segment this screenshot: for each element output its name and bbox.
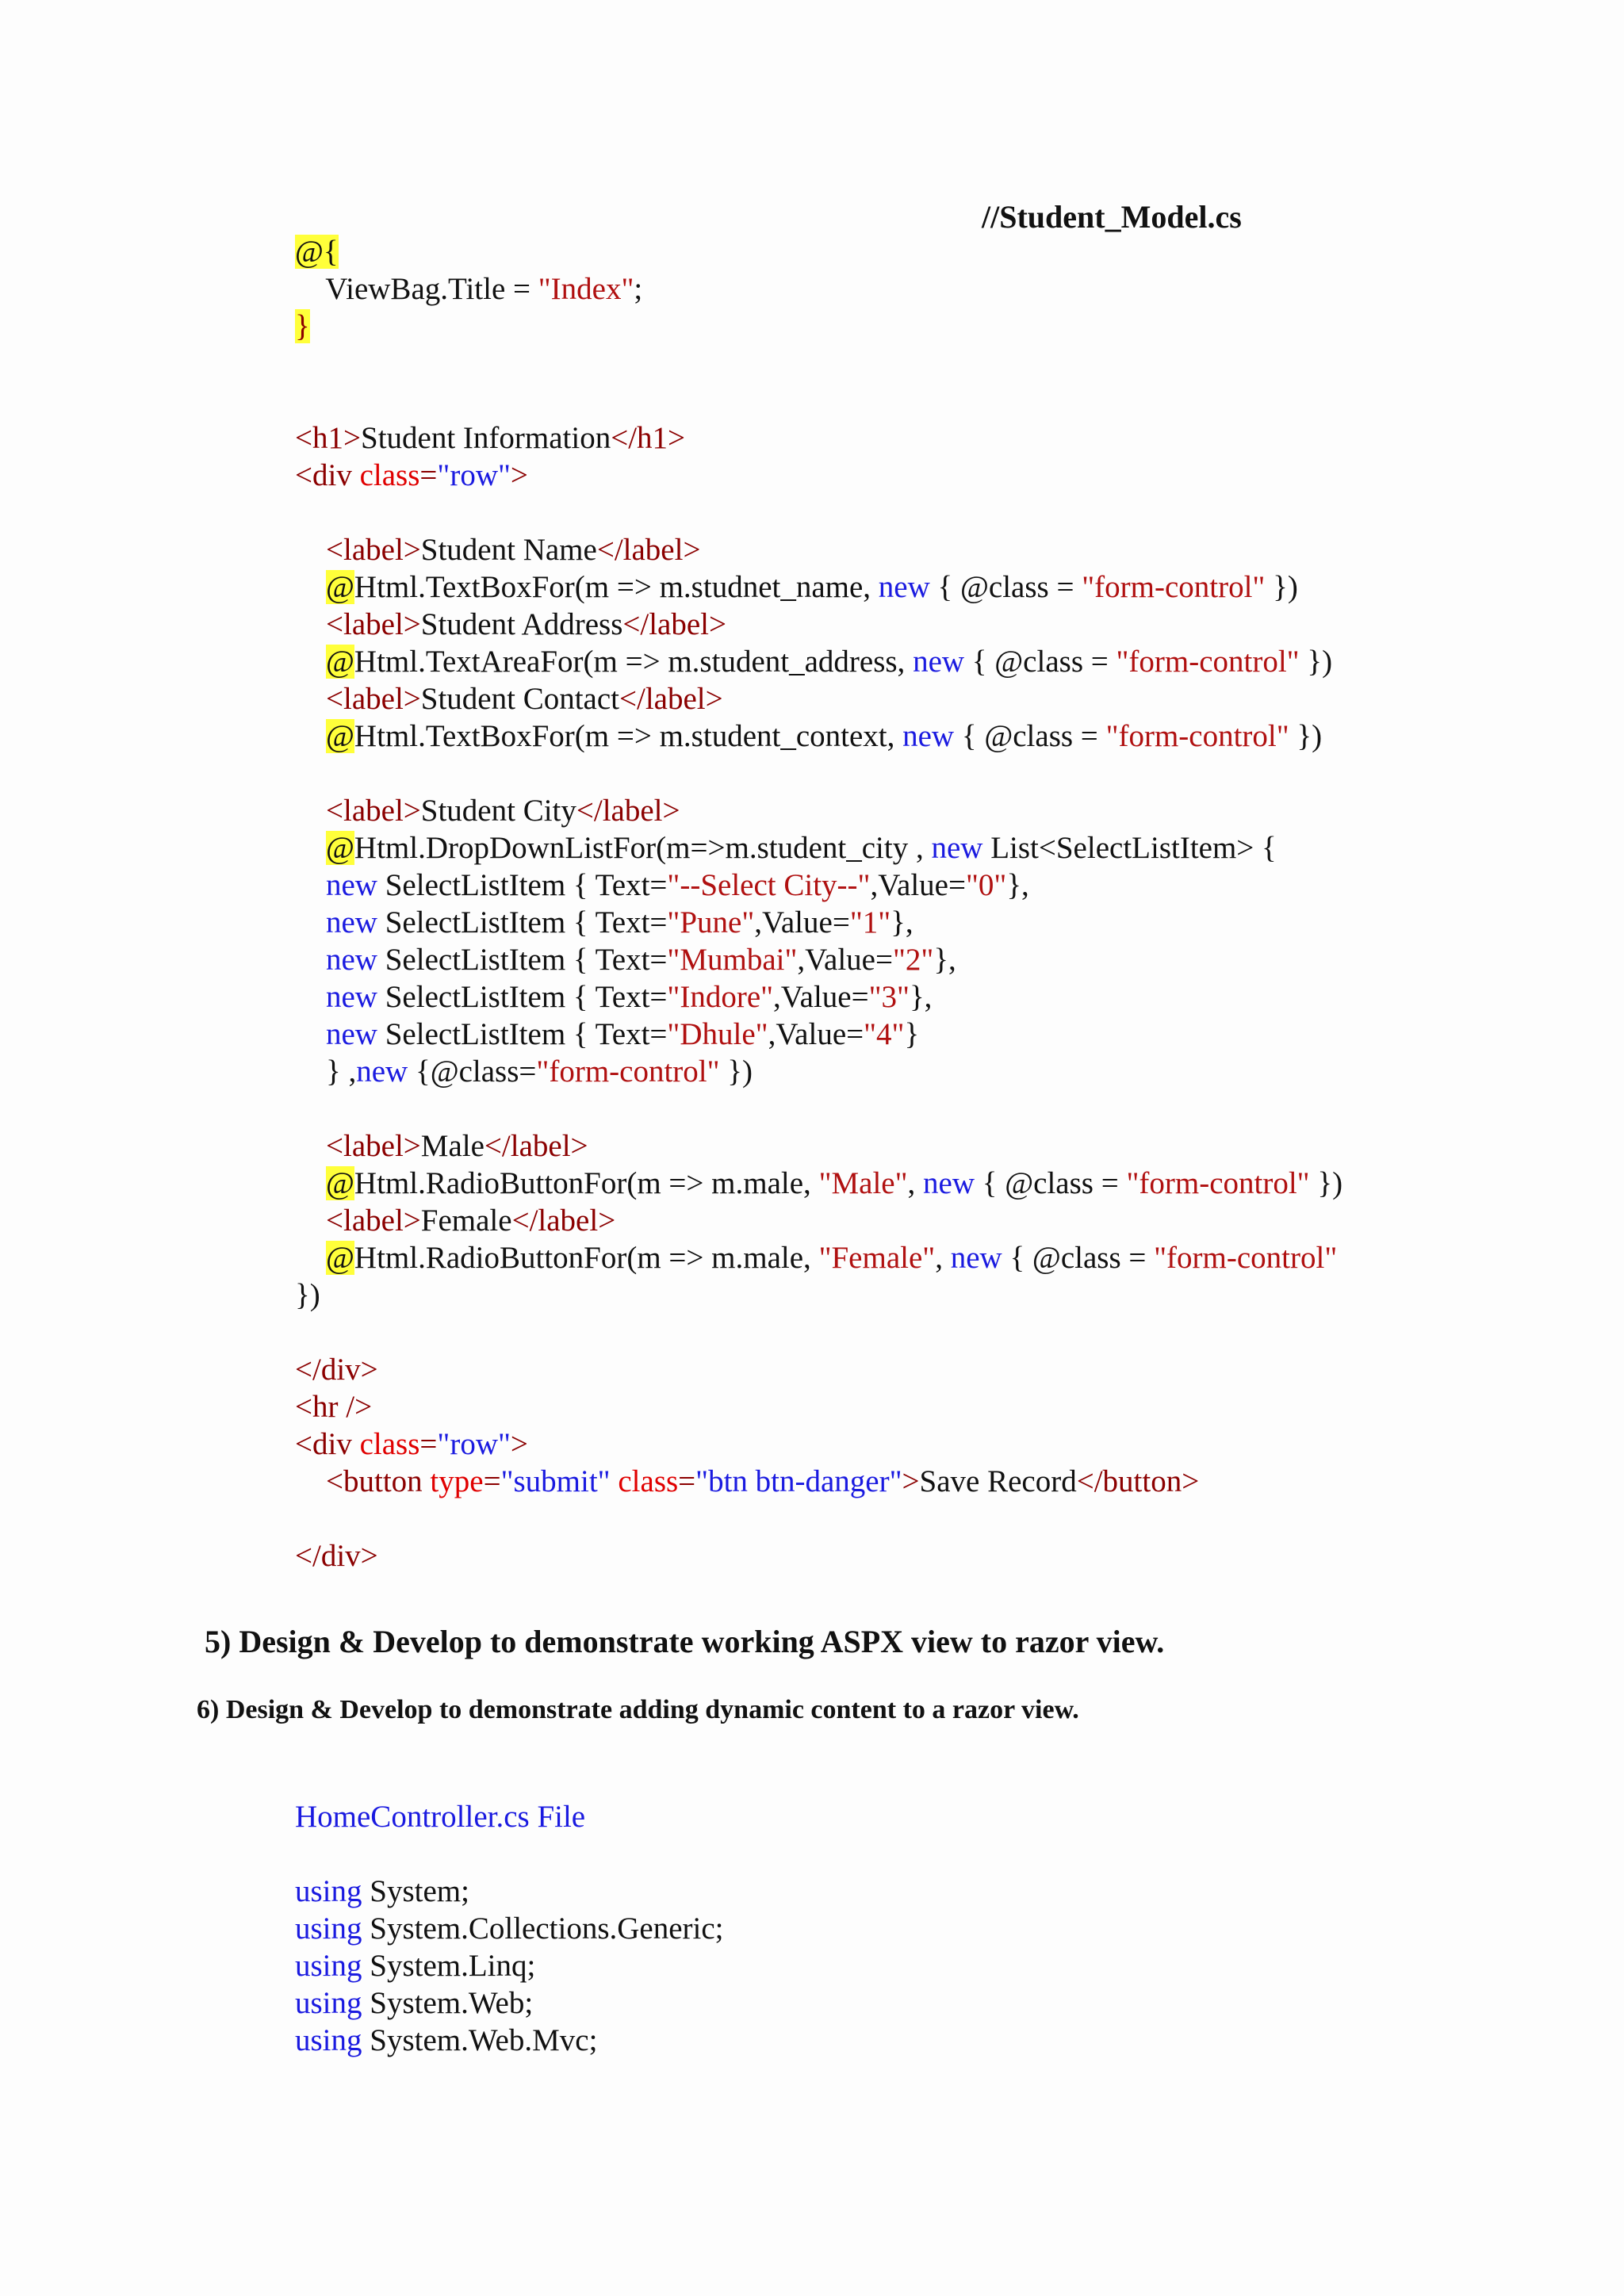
code-line — [295, 270, 1342, 308]
code-token: { @class = — [975, 1166, 1127, 1200]
code-token: = — [419, 458, 438, 492]
code-token: , — [907, 1166, 924, 1200]
code-token — [295, 1241, 326, 1275]
code-token: Male — [420, 1129, 485, 1163]
code-token: </div> — [295, 1539, 378, 1573]
razor-view-code — [295, 233, 1342, 1575]
code-line — [295, 680, 1342, 718]
code-token: ViewBag.Title = — [295, 272, 538, 306]
code-token: @{ — [295, 235, 339, 269]
code-line — [295, 792, 1342, 829]
code-token: Student Name — [420, 533, 597, 567]
code-token: "2" — [892, 943, 934, 977]
code-token: new — [326, 943, 377, 977]
code-token: Html.TextAreaFor(m => m.student_address, — [354, 645, 914, 679]
code-line — [295, 755, 1342, 792]
code-token: "--Select City--" — [667, 868, 871, 902]
code-token: <label> — [326, 533, 421, 567]
code-token: </label> — [596, 533, 701, 567]
code-token: new — [326, 980, 377, 1014]
code-token: <label> — [326, 1129, 421, 1163]
code-token — [295, 905, 326, 939]
code-token: new — [902, 719, 955, 753]
code-token: "form-control" — [1082, 570, 1266, 604]
code-token: , — [935, 1241, 951, 1275]
code-token: { @class = — [929, 570, 1082, 604]
code-line — [295, 419, 1342, 457]
code-token: <h1> — [295, 421, 361, 455]
code-token — [611, 1464, 619, 1498]
code-line — [295, 1425, 1342, 1463]
code-token: ,Value= — [754, 905, 850, 939]
code-token: "3" — [868, 980, 910, 1014]
code-token — [295, 980, 326, 1014]
code-token: "Male" — [818, 1166, 908, 1200]
code-token: "btn btn-danger" — [695, 1464, 902, 1498]
code-token: } , — [295, 1054, 357, 1089]
code-line — [295, 1947, 724, 1984]
code-token: Student Contact — [420, 682, 620, 716]
code-token: Student Information — [361, 421, 611, 455]
code-token: Student City — [420, 794, 576, 828]
code-token — [295, 682, 326, 716]
code-line — [295, 457, 1342, 494]
code-line — [295, 904, 1342, 941]
code-token — [295, 1464, 326, 1498]
code-line — [295, 1053, 1342, 1090]
code-line — [295, 1276, 1342, 1314]
code-token: new — [913, 645, 965, 679]
code-token: </label> — [619, 682, 723, 716]
code-token — [295, 943, 326, 977]
code-token: = — [483, 1464, 501, 1498]
code-token: <button — [326, 1464, 431, 1498]
code-token: "4" — [864, 1017, 905, 1051]
code-token: "1" — [849, 905, 891, 939]
code-token: <div — [295, 1427, 360, 1461]
code-token: SelectListItem { Text= — [377, 905, 668, 939]
controller-using-code — [295, 1873, 724, 2059]
code-token: ; — [634, 272, 643, 306]
code-token: ,Value= — [797, 943, 893, 977]
code-token: { @class = — [964, 645, 1116, 679]
code-token: }, — [891, 905, 914, 939]
code-token: Student Address — [420, 607, 623, 641]
code-token: { @class = — [1002, 1241, 1155, 1275]
code-token: List<SelectListItem> { — [982, 831, 1277, 865]
code-token: SelectListItem { Text= — [377, 1017, 668, 1051]
code-line — [295, 1016, 1342, 1053]
code-token: new — [923, 1166, 975, 1200]
code-line — [295, 643, 1342, 680]
code-token: System.Linq; — [362, 1949, 536, 1983]
code-token: "form-control" — [1126, 1166, 1310, 1200]
code-token: "Pune" — [667, 905, 755, 939]
code-token: <label> — [326, 794, 421, 828]
code-token: using — [295, 1986, 362, 2020]
code-token: } — [295, 309, 310, 343]
code-token: }) — [1289, 719, 1323, 753]
code-token: Html.RadioButtonFor(m => m.male, — [354, 1166, 819, 1200]
code-token — [295, 607, 326, 641]
code-token: @ — [326, 570, 354, 604]
code-token: { @class = — [954, 719, 1106, 753]
code-line — [295, 867, 1342, 904]
code-token: "Index" — [538, 272, 634, 306]
file-label: //Student_Model.cs — [982, 199, 1242, 235]
code-token: new — [326, 905, 377, 939]
code-token: <label> — [326, 607, 421, 641]
code-token: SelectListItem { Text= — [377, 943, 668, 977]
code-token: Female — [420, 1203, 512, 1238]
code-token — [295, 570, 326, 604]
code-line — [295, 1127, 1342, 1165]
code-token: ,Value= — [870, 868, 966, 902]
code-token — [295, 719, 326, 753]
code-line — [295, 308, 1342, 345]
code-token: using — [295, 1911, 362, 1946]
section-heading-5: 5) Design & Develop to demonstrate working ASPX view to razor view. — [205, 1624, 1165, 1659]
code-line — [295, 2022, 724, 2059]
code-token: using — [295, 2023, 362, 2057]
code-token: "form-control" — [1116, 645, 1300, 679]
code-token — [295, 831, 326, 865]
code-line — [295, 531, 1342, 568]
code-token: Html.TextBoxFor(m => m.studnet_name, — [354, 570, 879, 604]
code-token: type — [430, 1464, 484, 1498]
code-token: Html.DropDownListFor(m=>m.student_city , — [354, 831, 932, 865]
code-token — [295, 1203, 326, 1238]
code-token: </label> — [484, 1129, 588, 1163]
code-token — [295, 645, 326, 679]
code-token: > — [510, 1427, 528, 1461]
code-token: using — [295, 1874, 362, 1908]
code-token: System.Web; — [362, 1986, 534, 2020]
code-token: }) — [1309, 1166, 1343, 1200]
code-token: } — [904, 1017, 920, 1051]
code-token: }) — [1299, 645, 1333, 679]
code-line — [295, 568, 1342, 606]
code-token: ,Value= — [768, 1017, 864, 1051]
section-heading-6: 6) Design & Develop to demonstrate adding dynamic content to a razor view. — [197, 1695, 1079, 1724]
code-token: SelectListItem { Text= — [377, 868, 668, 902]
code-token: = — [678, 1464, 696, 1498]
code-token: Html.TextBoxFor(m => m.student_context, — [354, 719, 903, 753]
code-token: "row" — [437, 1427, 511, 1461]
code-token: "Dhule" — [667, 1017, 768, 1051]
code-line — [295, 1202, 1342, 1239]
code-token: }) — [295, 1278, 320, 1312]
code-token: </label> — [622, 607, 726, 641]
code-token: new — [931, 831, 983, 865]
code-token: @ — [326, 831, 354, 865]
code-token: @ — [326, 645, 354, 679]
code-line — [295, 1873, 724, 1910]
code-token: class — [359, 1427, 420, 1461]
code-token: "Mumbai" — [667, 943, 798, 977]
code-token: ,Value= — [773, 980, 869, 1014]
code-token: </h1> — [611, 421, 686, 455]
code-token: {@class= — [408, 1054, 537, 1089]
code-token: new — [326, 868, 377, 902]
code-token: }, — [933, 943, 956, 977]
code-line — [295, 606, 1342, 643]
code-token: "form-control" — [536, 1054, 720, 1089]
code-token — [295, 1166, 326, 1200]
code-token: "Female" — [818, 1241, 936, 1275]
code-token: </div> — [295, 1353, 378, 1387]
code-token — [295, 1129, 326, 1163]
code-line — [295, 1500, 1342, 1537]
code-token: <label> — [326, 1203, 421, 1238]
code-token: @ — [326, 719, 354, 753]
code-token: "row" — [437, 458, 511, 492]
controller-file-label: HomeController.cs File — [295, 1800, 586, 1834]
code-token: System.Web.Mvc; — [362, 2023, 598, 2057]
code-line — [295, 1165, 1342, 1202]
code-token: }) — [1265, 570, 1298, 604]
code-token: using — [295, 1949, 362, 1983]
code-line — [295, 1388, 1342, 1425]
code-token: SelectListItem { Text= — [377, 980, 668, 1014]
code-token: <label> — [326, 682, 421, 716]
code-token: = — [419, 1427, 438, 1461]
code-line — [295, 1463, 1342, 1500]
code-token: class — [618, 1464, 679, 1498]
code-line — [295, 1351, 1342, 1388]
code-token: "form-control" — [1105, 719, 1289, 753]
code-token: }, — [1006, 868, 1029, 902]
code-token — [295, 794, 326, 828]
code-token: </button> — [1076, 1464, 1200, 1498]
code-token: > — [902, 1464, 920, 1498]
code-line — [295, 494, 1342, 531]
code-token — [295, 868, 326, 902]
code-line — [295, 382, 1342, 419]
code-token: System; — [362, 1874, 469, 1908]
code-line — [295, 1910, 724, 1947]
code-token: new — [950, 1241, 1002, 1275]
code-token: new — [326, 1017, 377, 1051]
code-line — [295, 1090, 1342, 1127]
code-line — [295, 941, 1342, 978]
code-token: > — [510, 458, 528, 492]
code-token: class — [359, 458, 420, 492]
code-line — [295, 1314, 1342, 1351]
code-token — [295, 533, 326, 567]
code-line — [295, 718, 1342, 755]
code-line — [295, 345, 1342, 382]
code-token: </label> — [576, 794, 680, 828]
code-token: "0" — [965, 868, 1007, 902]
code-token: "submit" — [500, 1464, 611, 1498]
code-token: <hr /> — [295, 1390, 373, 1424]
code-token: new — [356, 1054, 408, 1089]
code-token: }, — [909, 980, 933, 1014]
code-token: @ — [326, 1241, 354, 1275]
code-line — [295, 1537, 1342, 1575]
code-line — [295, 233, 1342, 270]
code-token: "Indore" — [667, 980, 774, 1014]
code-token: new — [878, 570, 930, 604]
code-token: Html.RadioButtonFor(m => m.male, — [354, 1241, 819, 1275]
code-token: System.Collections.Generic; — [362, 1911, 724, 1946]
code-token: "form-control" — [1154, 1241, 1338, 1275]
code-token: Save Record — [919, 1464, 1077, 1498]
code-token: }) — [719, 1054, 753, 1089]
code-token: @ — [326, 1166, 354, 1200]
code-line — [295, 1984, 724, 2022]
code-token: </label> — [511, 1203, 616, 1238]
code-token — [295, 1017, 326, 1051]
code-line — [295, 978, 1342, 1016]
code-token: <div — [295, 458, 360, 492]
code-line — [295, 1239, 1342, 1276]
code-line — [295, 829, 1342, 867]
